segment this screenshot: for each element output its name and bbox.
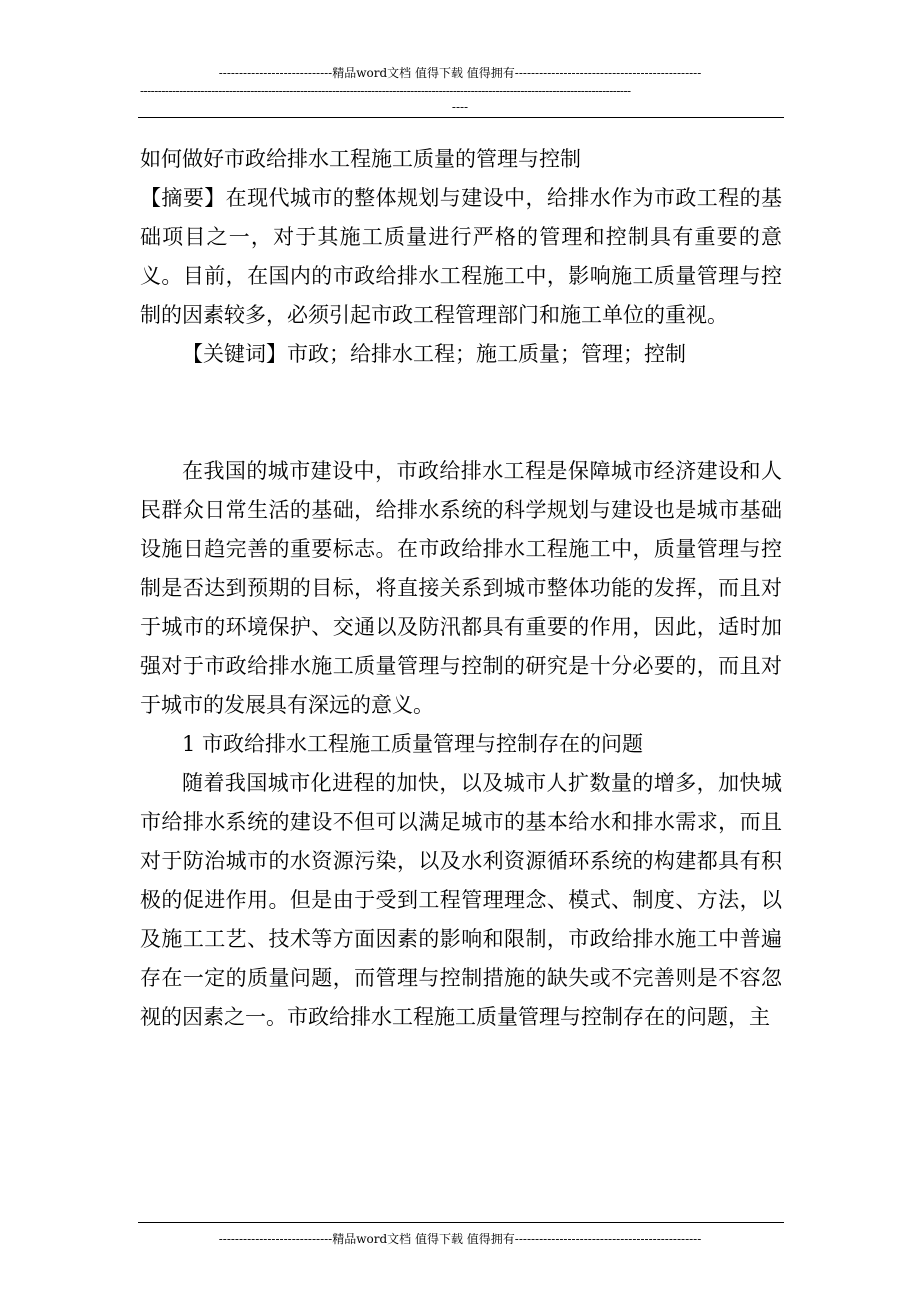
- document-body: [140, 140, 782, 1037]
- header-rule: [138, 117, 784, 118]
- document-title: 如何做好市政给排水工程施工质量的管理与控制: [140, 147, 581, 171]
- page-header-dashes-end: ----: [451, 100, 469, 114]
- footer-rule: [138, 1222, 784, 1223]
- body-paragraph-2: 随着我国城市化进程的加快，以及城市人扩数量的增多，加快城市给排水系统的建设不但可以满足城市的基本给水和排水需求，而且对于防治城市的水资源污染，以及水利资源循环系统的构建都具有积极的促进作用。但是由于受到工程管理理念、模式、制度、方法，以及施工工艺、技术等方面因素的影响和限制，市政给排水施工中普遍存在一定的质量问题，而管理与控制措施的缺失或不完善则是不容忽视的因素之一。市政给排水工程施工质量管理与控制存在的问题，主: [140, 771, 782, 1029]
- blank-space: [140, 374, 782, 452]
- page-header-dashes: ------------------------------------------------------------------------------------------------------------------------------------------: [140, 84, 631, 98]
- abstract-paragraph: 【摘要】在现代城市的整体规划与建设中，给排水作为市政工程的基础项目之一，对于其施工质量进行严格的管理和控制具有重要的意义。目前，在国内的市政给排水工程施工中，影响施工质量管理与控制的因素较多，必须引起市政工程管理部门和施工单位的重视。: [140, 186, 782, 327]
- page-header-banner: ----------------------------精品word文档 值得下载 值得拥有----------------------------------------------: [218, 66, 702, 80]
- keywords-line: 【关键词】市政；给排水工程；施工质量；管理；控制: [182, 342, 686, 366]
- section-heading-1: 1 市政给排水工程施工质量管理与控制存在的问题: [182, 732, 644, 756]
- body-paragraph-1: 在我国的城市建设中，市政给排水工程是保障城市经济建设和人民群众日常生活的基础，给排水系统的科学规划与建设也是城市基础设施日趋完善的重要标志。在市政给排水工程施工中，质量管理与控制是否达到预期的目标，将直接关系到城市整体功能的发挥，而且对于城市的环境保护、交通以及防汛都具有重要的作用，因此，适时加强对于市政给排水施工质量管理与控制的研究是十分必要的，而且对于城市的发展具有深远的意义。: [140, 459, 782, 717]
- page-footer-banner: ----------------------------精品word文档 值得下载 值得拥有----------------------------------------------: [218, 1232, 702, 1246]
